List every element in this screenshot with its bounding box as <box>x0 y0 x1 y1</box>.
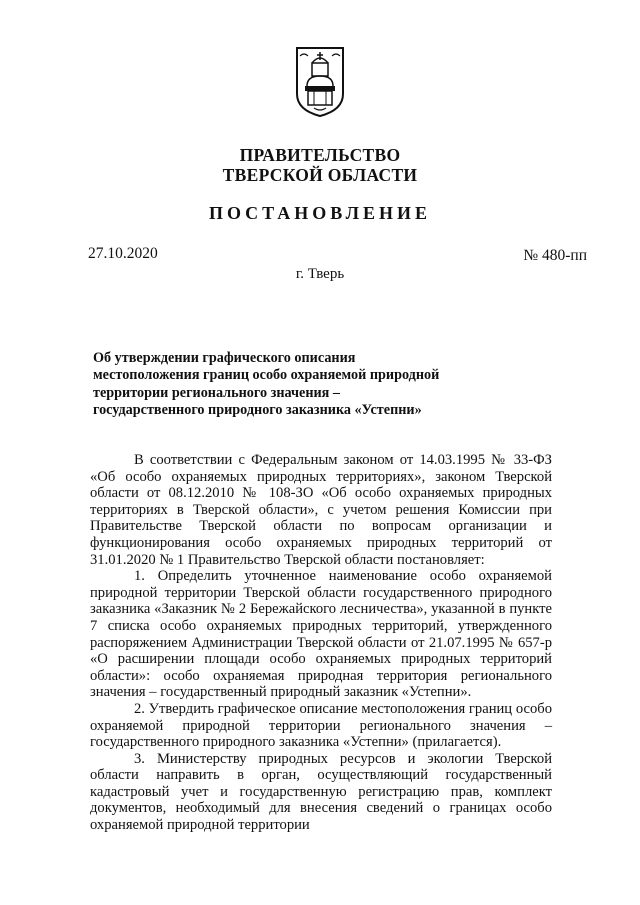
document-subject: Об утверждении графического описания местоположения границ особо охраняемой природной территории регионального значения – государственного природного заказника «Устепни» <box>93 350 440 418</box>
document-body <box>90 452 552 834</box>
document-number: № 480-пп <box>523 247 587 264</box>
document-date: 27.10.2020 <box>88 245 158 262</box>
document-type-heading: ПОСТАНОВЛЕНИЕ <box>208 203 432 223</box>
paragraph-preamble: В соответствии с Федеральным законом от 14.03.1995 № 33-ФЗ «Об особо охраняемых природных территориях», законом Тверской области от 08.12.2010 № 108-ЗО «Об особо охраняемых природных территориях в Тверской области», с учетом решения Комиссии при Правительстве Тверской области по вопросам организации и функционирования особо охраняемых природных территорий от 31.01.2020 № 1 Правительство Тверской области постановляет: <box>90 452 552 568</box>
government-name-line1: ПРАВИТЕЛЬСТВО <box>239 145 401 165</box>
paragraph-item-1: 1. Определить уточненное наименование особо охраняемой природной территории Тверской области государственного природного заказника «Заказник № 2 Бережайского лесничества», указанной в пункте 7 списка особо охраняемых природных территорий, утвержденного распоряжением Администрации Тверской области от 21.07.1995 № 657-р «О расширении площади особо охраняемых природных территорий области»: особо охраняемая природная территория регионального значения – государственный природный заказник «Устепни». <box>90 568 552 701</box>
government-name-line2: ТВЕРСКОЙ ОБЛАСТИ <box>222 165 418 185</box>
document-city: г. Тверь <box>295 266 345 282</box>
coat-of-arms-emblem <box>294 46 346 118</box>
paragraph-item-2: 2. Утвердить графическое описание местоположения границ особо охраняемой природной территории регионального значения – государственного природного заказника «Устепни» (прилагается). <box>90 700 552 751</box>
paragraph-item-3: 3. Министерству природных ресурсов и экологии Тверской области направить в орган, осуществляющий государственный кадастровый учет и государственную регистрацию прав, комплект документов, необходимый для внесения сведений о границах особо охраняемой природной территории <box>90 750 552 834</box>
